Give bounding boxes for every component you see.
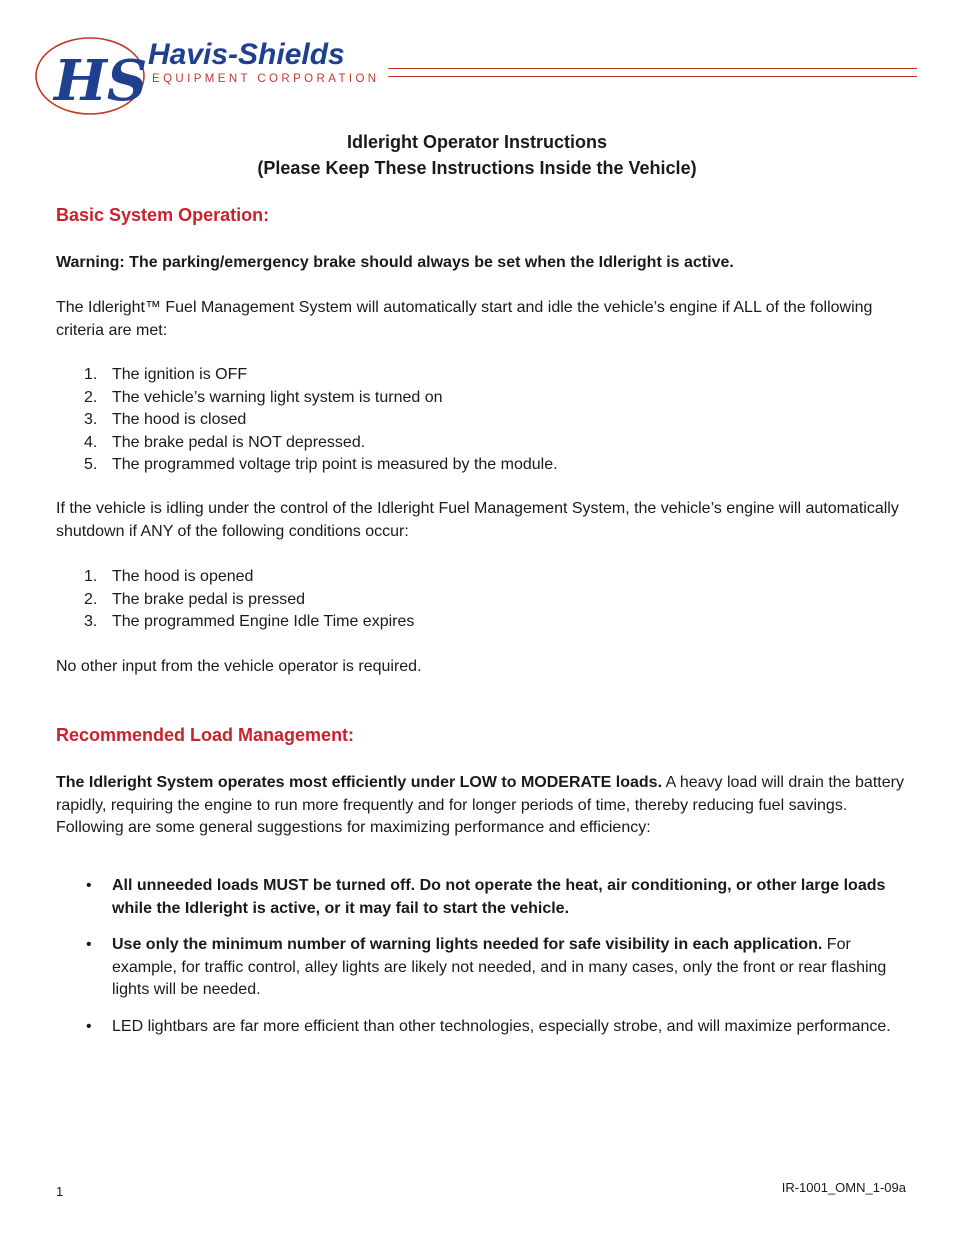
brand-subtitle: EQUIPMENT CORPORATION (152, 73, 380, 85)
page-title: Idleright Operator Instructions (346, 132, 608, 152)
list-text: The vehicle’s warning light system is turned on (112, 388, 443, 406)
list-item (56, 611, 414, 634)
bullet-item (56, 875, 906, 920)
list-number: 1. (84, 366, 98, 383)
logo-monogram: HS (54, 48, 148, 114)
list-number: 2. (84, 388, 98, 406)
bullet-item (56, 1016, 906, 1039)
bullet-text: LED lightbars are far more efficient than other technologies, especially strobe, and will maximize performance. (112, 1018, 891, 1035)
header-rule-bottom (388, 76, 917, 77)
list-number: 4. (84, 433, 98, 451)
load-intro-rest: A heavy load will drain the battery rapidly, requiring the engine to run more frequently and for longer periods of time, thereby reducing fuel savings. Following are some general suggestions for maximizing performance and efficiency: (56, 774, 904, 836)
page-subtitle: (Please Keep These Instructions Inside the Vehicle) (257, 158, 697, 178)
list-text: The programmed Engine Idle Time expires (112, 613, 415, 631)
list-item (56, 589, 414, 612)
list-item (56, 432, 558, 455)
shutdown-intro: If the vehicle is idling under the control of the Idleright Fuel Management System, the vehicle’s engine will automatically shutdown if ANY of the following conditions occur: (56, 500, 899, 540)
list-text: The hood is closed (112, 411, 247, 429)
bullet-text: For example, for traffic control, alley lights are likely not needed, and in many cases, only the front or rear flashing lights will be needed. (112, 936, 887, 998)
list-number: 5. (84, 456, 98, 474)
warning-text: Warning: The parking/emergency brake should always be set when the Idleright is active. (56, 254, 734, 271)
load-intro (56, 772, 906, 840)
bullet-icon: • (86, 1018, 92, 1035)
list-item (56, 364, 558, 387)
list-number: 2. (84, 590, 98, 608)
list-text: The ignition is OFF (112, 366, 248, 383)
section-heading-basic-operation: Basic System Operation: (56, 205, 270, 225)
list-text: The brake pedal is pressed (112, 590, 305, 608)
list-text: The programmed voltage trip point is measured by the module. (112, 456, 558, 474)
bullet-bold: Use only the minimum number of warning lights needed for safe visibility in each application. (112, 936, 823, 953)
document-id: IR-1001_OMN_1-09a (781, 1180, 906, 1195)
list-item (56, 409, 558, 432)
conditions-list (56, 566, 414, 634)
bullet-icon: • (86, 877, 92, 894)
criteria-list (56, 364, 558, 477)
list-number: 3. (84, 613, 98, 631)
bullet-icon: • (86, 936, 92, 953)
criteria-intro: The Idleright™ Fuel Management System will automatically start and idle the vehicle’s engine if ALL of the following criteria are met: (56, 299, 873, 339)
list-number: 3. (84, 411, 98, 429)
bullet-bold: All unneeded loads MUST be turned off. Do not operate the heat, air conditioning, or other large loads while the Idleright is active, or it may fail to start the vehicle. (112, 877, 886, 917)
list-text: The brake pedal is NOT depressed. (112, 433, 366, 451)
list-item (56, 566, 414, 589)
list-item (56, 387, 558, 410)
bullet-item (56, 934, 906, 1002)
page-number: 1 (56, 1184, 64, 1199)
company-logo (32, 30, 392, 125)
list-number: 1. (84, 568, 98, 585)
list-text: The hood is opened (112, 568, 254, 585)
list-item (56, 454, 558, 477)
load-intro-bold: The Idleright System operates most efficiently under LOW to MODERATE loads. (56, 774, 663, 791)
brand-name: Havis-Shields (148, 38, 345, 71)
header-rule-top (388, 68, 917, 69)
closing-text: No other input from the vehicle operator is required. (56, 658, 422, 675)
section-heading-load-management: Recommended Load Management: (56, 725, 355, 745)
